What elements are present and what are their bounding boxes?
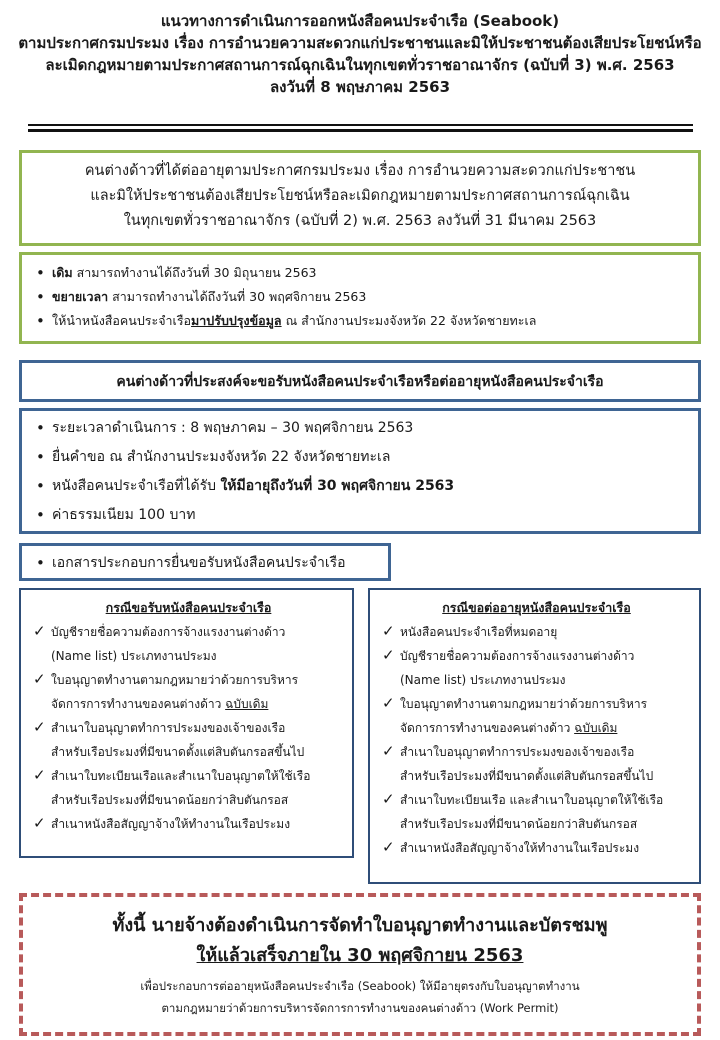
checkmark-icon: ✓: [382, 742, 395, 760]
checkmark-icon: ✓: [33, 766, 46, 784]
renew-seabook-title: กรณีขอต่ออายุหนังสือคนประจำเรือ: [442, 600, 631, 615]
checkmark-icon: ✓: [382, 790, 395, 808]
checkmark-icon: ✓: [382, 646, 395, 664]
renew-seabook-checklist: [382, 620, 691, 860]
header-date: ลงวันที่ 8 พฤษภาคม 2563: [269, 78, 451, 96]
header-subtitle-line-3: ละเมิดกฎหมายตามประกาศสถานการณ์ฉุกเฉินในทุกเขตทั่วราชอาณาจักร (ฉบับที่ 3) พ.ศ. 2563: [45, 56, 675, 74]
header-subtitle-line-2: ตามประกาศกรมประมง เรื่อง การอำนวยความสะดวกแก่ประชาชนและมิให้ประชาชนต้องเสียประโยชน์หรือ: [18, 34, 702, 52]
checkmark-icon: ✓: [382, 622, 395, 640]
new-applicants-details-box: [19, 408, 701, 534]
checkmark-icon: ✓: [382, 694, 395, 712]
extended-title-line-1: คนต่างด้าวที่ได้ต่ออายุตามประกาศกรมประมง เรื่อง การอำนวยความสะดวกแก่ประชาชน: [84, 163, 636, 179]
extended-title-line-2: และมิให้ประชาชนต้องเสียประโยชน์หรือละเมิดกฎหมายตามประกาศสถานการณ์ฉุกเฉิน: [90, 188, 630, 204]
deadline-notice-note-line-2: ตามกฎหมายว่าด้วยการบริหารจัดการการทำงานของคนต่างด้าว (Work Permit): [161, 1001, 559, 1015]
new-applicants-list: [32, 414, 688, 530]
checkmark-icon: ✓: [33, 718, 46, 736]
extended-details-list: [32, 261, 688, 333]
checkmark-icon: ✓: [33, 670, 46, 688]
documents-required-box: [19, 543, 391, 581]
list-item: • ค่าธรรมเนียม 100 บาท: [32, 501, 688, 530]
list-item: ✓ ใบอนุญาตทำงานตามกฎหมายว่าด้วยการบริหาร จัดการการทำงานของคนต่างด้าว ฉบับเดิม: [382, 694, 648, 735]
list-item: ✓ สำเนาใบทะเบียนเรือและสำเนาใบอนุญาตให้ใช้เรือ สำหรับเรือประมงที่มีขนาดน้อยกว่าสิบตันกรอส: [33, 766, 311, 807]
list-item: ✓ หนังสือคนประจำเรือที่หมดอายุ: [382, 622, 558, 640]
extended-workers-title-box: [19, 150, 701, 246]
list-item: ✓ ใบอนุญาตทำงานตามกฎหมายว่าด้วยการบริหาร จัดการการทำงานของคนต่างด้าว ฉบับเดิม: [33, 670, 299, 711]
checkmark-icon: ✓: [33, 622, 46, 640]
new-seabook-documents-box: [19, 588, 354, 858]
list-item: ✓ บัญชีรายชื่อความต้องการจ้างแรงงานต่างด้าว (Name list) ประเภทงานประมง: [382, 646, 635, 687]
document-header: [0, 10, 720, 98]
deadline-notice-box: [19, 893, 701, 1036]
list-item: ✓ สำเนาใบทะเบียนเรือ และสำเนาใบอนุญาตให้ใช้เรือ สำหรับเรือประมงที่มีขนาดน้อยกว่าสิบตันกรอส: [382, 790, 664, 831]
list-item: ✓ สำเนาหนังสือสัญญาจ้างให้ทำงานในเรือประมง: [382, 838, 640, 856]
new-seabook-checklist: [33, 620, 344, 836]
list-item: ✓ สำเนาใบอนุญาตทำการประมงของเจ้าของเรือ สำหรับเรือประมงที่มีขนาดตั้งแต่สิบตันกรอสขึ้นไป: [33, 718, 305, 759]
list-item: ✓ สำเนาใบอนุญาตทำการประมงของเจ้าของเรือ สำหรับเรือประมงที่มีขนาดตั้งแต่สิบตันกรอสขึ้นไป: [382, 742, 654, 783]
checkmark-icon: ✓: [33, 814, 46, 832]
new-applicants-title: คนต่างด้าวที่ประสงค์จะขอรับหนังสือคนประจำเรือหรือต่ออายุหนังสือคนประจำเรือ: [116, 374, 604, 390]
deadline-notice-date: ให้แล้วเสร็จภายใน 30 พฤศจิกายน 2563: [196, 945, 524, 966]
list-item: • ยื่นคำขอ ณ สำนักงานประมงจังหวัด 22 จังหวัดชายทะเล: [32, 443, 688, 472]
deadline-notice-note-line-1: เพื่อประกอบการต่ออายุหนังสือคนประจำเรือ (Seabook) ให้มีอายุตรงกับใบอนุญาตทำงาน: [140, 979, 580, 993]
documents-required-list: [32, 550, 378, 576]
header-title: แนวทางการดำเนินการออกหนังสือคนประจำเรือ (Seabook): [160, 12, 560, 30]
list-item: ✓ บัญชีรายชื่อความต้องการจ้างแรงงานต่างด้าว (Name list) ประเภทงานประมง: [33, 622, 286, 663]
new-applicants-title-box: [19, 360, 701, 402]
header-divider-thin: [28, 124, 693, 126]
list-item: • ขยายเวลา สามารถทำงานได้ถึงวันที่ 30 พฤศจิกายน 2563: [32, 285, 688, 309]
header-divider-thick: [28, 129, 693, 132]
extended-title-line-3: ในทุกเขตทั่วราชอาณาจักร (ฉบับที่ 2) พ.ศ. 2563 ลงวันที่ 31 มีนาคม 2563: [123, 213, 597, 229]
list-item: • เอกสารประกอบการยื่นขอรับหนังสือคนประจำเรือ: [32, 550, 378, 576]
checkmark-icon: ✓: [382, 838, 395, 856]
list-item: • หนังสือคนประจำเรือที่ได้รับ ให้มีอายุถึงวันที่ 30 พฤศจิกายน 2563: [32, 472, 688, 501]
list-item: • ให้นำหนังสือคนประจำเรือมาปรับปรุงข้อมูล ณ สำนักงานประมงจังหวัด 22 จังหวัดชายทะเล: [32, 309, 688, 333]
list-item: • ระยะเวลาดำเนินการ : 8 พฤษภาคม – 30 พฤศจิกายน 2563: [32, 414, 688, 443]
extended-workers-details-box: [19, 252, 701, 344]
renew-seabook-documents-box: [368, 588, 701, 884]
list-item: ✓ สำเนาหนังสือสัญญาจ้างให้ทำงานในเรือประมง: [33, 814, 291, 832]
new-seabook-title: กรณีขอรับหนังสือคนประจำเรือ: [105, 600, 272, 615]
list-item: • เดิม สามารถทำงานได้ถึงวันที่ 30 มิถุนายน 2563: [32, 261, 688, 285]
deadline-notice-heading: ทั้งนี้ นายจ้างต้องดำเนินการจัดทำใบอนุญาตทำงานและบัตรชมพู: [112, 915, 608, 936]
